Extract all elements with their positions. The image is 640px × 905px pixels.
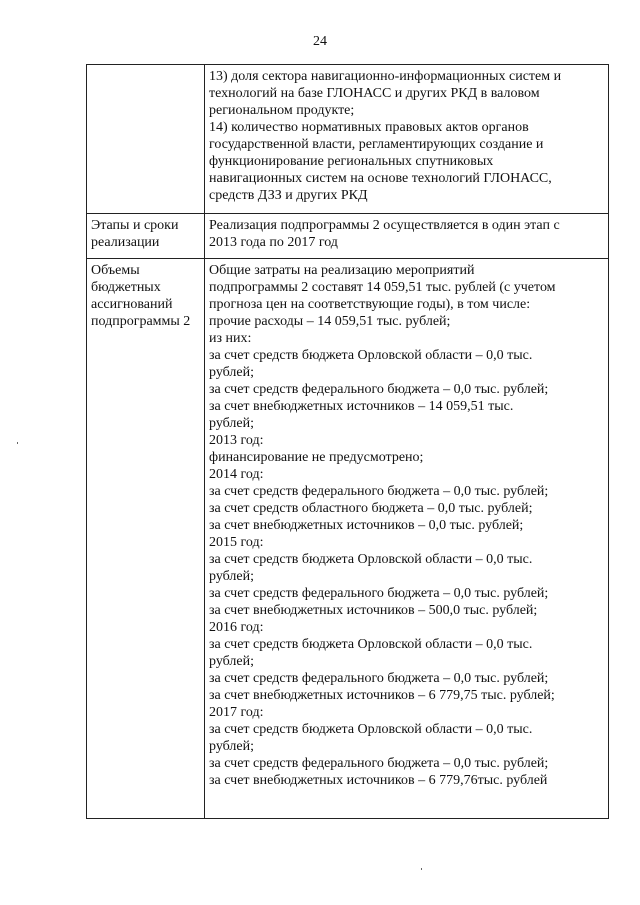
passport-table	[86, 64, 609, 819]
text-line: за счет внебюджетных источников – 0,0 тыс. рублей;	[209, 518, 524, 533]
text-line: за счет средств бюджета Орловской области – 0,0 тыс.	[209, 348, 533, 363]
text-line: подпрограммы 2	[91, 314, 191, 329]
row-content-cell	[205, 65, 609, 214]
text-line: финансирование не предусмотрено;	[209, 450, 424, 465]
text-line: за счет средств федерального бюджета – 0,0 тыс. рублей;	[209, 756, 549, 771]
row-content-cell	[205, 214, 609, 259]
text-line: навигационных систем на основе технологий ГЛОНАСС,	[209, 171, 552, 186]
text-line: за счет средств бюджета Орловской области – 0,0 тыс.	[209, 552, 533, 567]
row-label-cell	[87, 65, 205, 214]
text-line: за счет средств федерального бюджета – 0,0 тыс. рублей;	[209, 586, 549, 601]
text-line: ассигнований	[91, 297, 173, 312]
text-line: Этапы и сроки	[91, 218, 179, 233]
text-line: 2016 год:	[209, 620, 264, 635]
text-line: 2017 год:	[209, 705, 264, 720]
text-line: региональном продукте;	[209, 103, 355, 118]
scan-speck	[421, 868, 422, 870]
row-label-cell	[87, 214, 205, 259]
text-line: из них:	[209, 331, 252, 346]
text-line: 2013 года по 2017 год	[209, 235, 338, 250]
text-line: прочие расходы – 14 059,51 тыс. рублей;	[209, 314, 451, 329]
text-line: рублей;	[209, 416, 254, 431]
text-line: 13) доля сектора навигационно-информационных систем и	[209, 69, 562, 84]
text-line: 14) количество нормативных правовых актов органов	[209, 120, 529, 135]
text-line: за счет средств федерального бюджета – 0,0 тыс. рублей;	[209, 382, 549, 397]
text-line: 2013 год:	[209, 433, 264, 448]
text-line: технологий на базе ГЛОНАСС и других РКД в валовом	[209, 86, 540, 101]
table-row	[87, 65, 609, 214]
text-line: функционирование региональных спутниковых	[209, 154, 494, 169]
text-line: рублей;	[209, 654, 254, 669]
text-line: реализации	[91, 235, 160, 250]
text-line: государственной власти, регламентирующих создание и	[209, 137, 544, 152]
text-line: средств ДЗЗ и других РКД	[209, 188, 368, 203]
text-line: за счет средств бюджета Орловской области – 0,0 тыс.	[209, 722, 533, 737]
text-line: 2015 год:	[209, 535, 264, 550]
text-line: 2014 год:	[209, 467, 264, 482]
text-line: рублей;	[209, 365, 254, 380]
text-line: за счет внебюджетных источников – 6 779,76тыс. рублей	[209, 773, 548, 788]
row-label-cell	[87, 259, 205, 819]
page-number: 24	[313, 34, 327, 49]
text-line: бюджетных	[91, 280, 161, 295]
text-line: за счет внебюджетных источников – 500,0 тыс. рублей;	[209, 603, 538, 618]
text-line: рублей;	[209, 569, 254, 584]
table-row	[87, 259, 609, 819]
text-line: Общие затраты на реализацию мероприятий	[209, 263, 475, 278]
table-row	[87, 214, 609, 259]
text-line: за счет средств федерального бюджета – 0,0 тыс. рублей;	[209, 671, 549, 686]
text-line: подпрограммы 2 составят 14 059,51 тыс. рублей (с учетом	[209, 280, 556, 295]
scan-speck	[17, 442, 18, 444]
text-line: прогноза цен на соответствующие годы), в том числе:	[209, 297, 531, 312]
text-line: Объемы	[91, 263, 140, 278]
text-line: за счет внебюджетных источников – 14 059,51 тыс.	[209, 399, 514, 414]
text-line: за счет средств федерального бюджета – 0,0 тыс. рублей;	[209, 484, 549, 499]
text-line: за счет внебюджетных источников – 6 779,75 тыс. рублей;	[209, 688, 555, 703]
text-line: за счет средств бюджета Орловской области – 0,0 тыс.	[209, 637, 533, 652]
text-line: Реализация подпрограммы 2 осуществляется в один этап с	[209, 218, 560, 233]
text-line: рублей;	[209, 739, 254, 754]
text-line: за счет средств областного бюджета – 0,0 тыс. рублей;	[209, 501, 533, 516]
row-content-cell	[205, 259, 609, 819]
